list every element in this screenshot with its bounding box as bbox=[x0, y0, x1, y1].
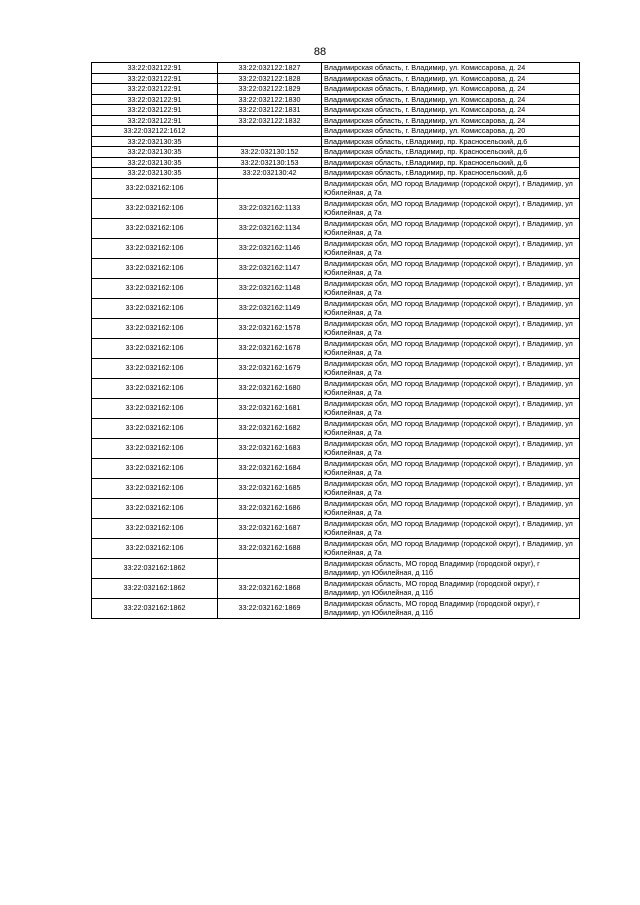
parent-cadastral-number-cell: 33:22:032162:106 bbox=[92, 438, 218, 458]
table-row bbox=[92, 498, 580, 518]
address-cell: Владимирская обл, МО город Владимир (городской округ), г Владимир, ул Юбилейная, д 7а bbox=[322, 458, 580, 478]
table-row bbox=[92, 278, 580, 298]
address-cell: Владимирская обл, МО город Владимир (городской округ), г Владимир, ул Юбилейная, д 7а bbox=[322, 398, 580, 418]
address-cell: Владимирская область, г. Владимир, ул. Комиссарова, д. 24 bbox=[322, 115, 580, 126]
table-row bbox=[92, 94, 580, 105]
address-cell: Владимирская обл, МО город Владимир (городской округ), г Владимир, ул Юбилейная, д 7а bbox=[322, 238, 580, 258]
parent-cadastral-number-cell: 33:22:032162:106 bbox=[92, 478, 218, 498]
child-cadastral-number-cell: 33:22:032162:1149 bbox=[218, 298, 322, 318]
child-cadastral-number-cell: 33:22:032122:1830 bbox=[218, 94, 322, 105]
address-cell: Владимирская область, МО город Владимир (городской округ), г Владимир, ул Юбилейная, д 11б bbox=[322, 558, 580, 578]
table-row bbox=[92, 398, 580, 418]
table-body bbox=[92, 63, 580, 619]
child-cadastral-number-cell: 33:22:032130:153 bbox=[218, 157, 322, 168]
table-row bbox=[92, 558, 580, 578]
address-cell: Владимирская область, г. Владимир, ул. Комиссарова, д. 24 bbox=[322, 73, 580, 84]
address-cell: Владимирская обл, МО город Владимир (городской округ), г Владимир, ул Юбилейная, д 7а bbox=[322, 198, 580, 218]
table-row bbox=[92, 378, 580, 398]
parent-cadastral-number-cell: 33:22:032122:91 bbox=[92, 84, 218, 95]
parent-cadastral-number-cell: 33:22:032162:106 bbox=[92, 218, 218, 238]
table-row bbox=[92, 298, 580, 318]
page-number: 88 bbox=[313, 46, 327, 58]
child-cadastral-number-cell: 33:22:032162:1688 bbox=[218, 538, 322, 558]
table-row bbox=[92, 418, 580, 438]
address-cell: Владимирская область, МО город Владимир (городской округ), г Владимир, ул Юбилейная, д 11б bbox=[322, 578, 580, 598]
parent-cadastral-number-cell: 33:22:032122:91 bbox=[92, 94, 218, 105]
address-cell: Владимирская обл, МО город Владимир (городской округ), г Владимир, ул Юбилейная, д 7а bbox=[322, 418, 580, 438]
address-cell: Владимирская обл, МО город Владимир (городской округ), г Владимир, ул Юбилейная, д 7а bbox=[322, 358, 580, 378]
table-row bbox=[92, 598, 580, 618]
table-row bbox=[92, 478, 580, 498]
parent-cadastral-number-cell: 33:22:032162:1862 bbox=[92, 558, 218, 578]
parent-cadastral-number-cell: 33:22:032162:106 bbox=[92, 418, 218, 438]
address-cell: Владимирская обл, МО город Владимир (городской округ), г Владимир, ул Юбилейная, д 7а bbox=[322, 498, 580, 518]
table-row bbox=[92, 358, 580, 378]
table-row bbox=[92, 198, 580, 218]
address-cell: Владимирская обл, МО город Владимир (городской округ), г Владимир, ул Юбилейная, д 7а bbox=[322, 258, 580, 278]
address-cell: Владимирская область, г. Владимир, ул. Комиссарова, д. 20 bbox=[322, 126, 580, 137]
child-cadastral-number-cell: 33:22:032162:1685 bbox=[218, 478, 322, 498]
child-cadastral-number-cell: 33:22:032162:1146 bbox=[218, 238, 322, 258]
address-cell: Владимирская обл, МО город Владимир (городской округ), г Владимир, ул Юбилейная, д 7а bbox=[322, 438, 580, 458]
parent-cadastral-number-cell: 33:22:032162:106 bbox=[92, 338, 218, 358]
parent-cadastral-number-cell: 33:22:032162:106 bbox=[92, 298, 218, 318]
parent-cadastral-number-cell: 33:22:032162:106 bbox=[92, 398, 218, 418]
table-row bbox=[92, 105, 580, 116]
address-cell: Владимирская обл, МО город Владимир (городской округ), г Владимир, ул Юбилейная, д 7а bbox=[322, 378, 580, 398]
table-row bbox=[92, 538, 580, 558]
table-row bbox=[92, 168, 580, 179]
child-cadastral-number-cell: 33:22:032162:1133 bbox=[218, 198, 322, 218]
child-cadastral-number-cell: 33:22:032130:152 bbox=[218, 147, 322, 158]
address-cell: Владимирская обл, МО город Владимир (городской округ), г Владимир, ул Юбилейная, д 7а bbox=[322, 338, 580, 358]
parent-cadastral-number-cell: 33:22:032162:1862 bbox=[92, 578, 218, 598]
address-cell: Владимирская область, г.Владимир, пр. Красносельский, д.6 bbox=[322, 136, 580, 147]
parent-cadastral-number-cell: 33:22:032162:106 bbox=[92, 178, 218, 198]
parent-cadastral-number-cell: 33:22:032162:106 bbox=[92, 538, 218, 558]
table-row bbox=[92, 318, 580, 338]
parent-cadastral-number-cell: 33:22:032162:1862 bbox=[92, 598, 218, 618]
child-cadastral-number-cell: 33:22:032162:1683 bbox=[218, 438, 322, 458]
child-cadastral-number-cell: 33:22:032130:42 bbox=[218, 168, 322, 179]
parent-cadastral-number-cell: 33:22:032130:35 bbox=[92, 136, 218, 147]
parent-cadastral-number-cell: 33:22:032130:35 bbox=[92, 168, 218, 179]
address-cell: Владимирская область, г. Владимир, ул. Комиссарова, д. 24 bbox=[322, 94, 580, 105]
parent-cadastral-number-cell: 33:22:032130:35 bbox=[92, 157, 218, 168]
child-cadastral-number-cell: 33:22:032162:1134 bbox=[218, 218, 322, 238]
address-cell: Владимирская область, г. Владимир, ул. Комиссарова, д. 24 bbox=[322, 63, 580, 74]
table-row bbox=[92, 178, 580, 198]
table-row bbox=[92, 578, 580, 598]
parent-cadastral-number-cell: 33:22:032162:106 bbox=[92, 358, 218, 378]
table-row bbox=[92, 126, 580, 137]
table-row bbox=[92, 84, 580, 95]
parent-cadastral-number-cell: 33:22:032122:91 bbox=[92, 105, 218, 116]
child-cadastral-number-cell: 33:22:032162:1684 bbox=[218, 458, 322, 478]
child-cadastral-number-cell: 33:22:032122:1828 bbox=[218, 73, 322, 84]
cadastral-table bbox=[91, 62, 580, 619]
child-cadastral-number-cell: 33:22:032122:1827 bbox=[218, 63, 322, 74]
address-cell: Владимирская обл, МО город Владимир (городской округ), г Владимир, ул Юбилейная, д 7а bbox=[322, 178, 580, 198]
child-cadastral-number-cell: 33:22:032162:1868 bbox=[218, 578, 322, 598]
child-cadastral-number-cell: 33:22:032162:1686 bbox=[218, 498, 322, 518]
child-cadastral-number-cell: 33:22:032162:1869 bbox=[218, 598, 322, 618]
address-cell: Владимирская обл, МО город Владимир (городской округ), г Владимир, ул Юбилейная, д 7а bbox=[322, 538, 580, 558]
child-cadastral-number-cell: 33:22:032162:1681 bbox=[218, 398, 322, 418]
parent-cadastral-number-cell: 33:22:032122:91 bbox=[92, 73, 218, 84]
child-cadastral-number-cell: 33:22:032162:1148 bbox=[218, 278, 322, 298]
parent-cadastral-number-cell: 33:22:032130:35 bbox=[92, 147, 218, 158]
table-row bbox=[92, 338, 580, 358]
parent-cadastral-number-cell: 33:22:032162:106 bbox=[92, 498, 218, 518]
address-cell: Владимирская обл, МО город Владимир (городской округ), г Владимир, ул Юбилейная, д 7а bbox=[322, 318, 580, 338]
table-row bbox=[92, 115, 580, 126]
address-cell: Владимирская обл, МО город Владимир (городской округ), г Владимир, ул Юбилейная, д 7а bbox=[322, 478, 580, 498]
address-cell: Владимирская обл, МО город Владимир (городской округ), г Владимир, ул Юбилейная, д 7а bbox=[322, 278, 580, 298]
address-cell: Владимирская область, г.Владимир, пр. Красносельский, д.6 bbox=[322, 168, 580, 179]
parent-cadastral-number-cell: 33:22:032122:1612 bbox=[92, 126, 218, 137]
table-row bbox=[92, 438, 580, 458]
parent-cadastral-number-cell: 33:22:032162:106 bbox=[92, 318, 218, 338]
table-row bbox=[92, 258, 580, 278]
table-row bbox=[92, 147, 580, 158]
address-cell: Владимирская область, МО город Владимир (городской округ), г Владимир, ул Юбилейная, д 11б bbox=[322, 598, 580, 618]
table-row bbox=[92, 238, 580, 258]
address-cell: Владимирская область, г. Владимир, ул. Комиссарова, д. 24 bbox=[322, 84, 580, 95]
child-cadastral-number-cell: 33:22:032162:1147 bbox=[218, 258, 322, 278]
parent-cadastral-number-cell: 33:22:032122:91 bbox=[92, 115, 218, 126]
table-row bbox=[92, 218, 580, 238]
child-cadastral-number-cell: 33:22:032122:1829 bbox=[218, 84, 322, 95]
table-row bbox=[92, 157, 580, 168]
child-cadastral-number-cell: 33:22:032162:1678 bbox=[218, 338, 322, 358]
parent-cadastral-number-cell: 33:22:032162:106 bbox=[92, 518, 218, 538]
child-cadastral-number-cell bbox=[218, 558, 322, 578]
address-cell: Владимирская область, г.Владимир, пр. Красносельский, д.6 bbox=[322, 147, 580, 158]
table-row bbox=[92, 73, 580, 84]
child-cadastral-number-cell: 33:22:032162:1578 bbox=[218, 318, 322, 338]
table-row bbox=[92, 136, 580, 147]
parent-cadastral-number-cell: 33:22:032122:91 bbox=[92, 63, 218, 74]
child-cadastral-number-cell: 33:22:032122:1831 bbox=[218, 105, 322, 116]
child-cadastral-number-cell: 33:22:032162:1682 bbox=[218, 418, 322, 438]
parent-cadastral-number-cell: 33:22:032162:106 bbox=[92, 378, 218, 398]
parent-cadastral-number-cell: 33:22:032162:106 bbox=[92, 258, 218, 278]
child-cadastral-number-cell: 33:22:032122:1832 bbox=[218, 115, 322, 126]
parent-cadastral-number-cell: 33:22:032162:106 bbox=[92, 238, 218, 258]
table-row bbox=[92, 458, 580, 478]
table-row bbox=[92, 63, 580, 74]
table-row bbox=[92, 518, 580, 538]
address-cell: Владимирская область, г.Владимир, пр. Красносельский, д.6 bbox=[322, 157, 580, 168]
parent-cadastral-number-cell: 33:22:032162:106 bbox=[92, 198, 218, 218]
parent-cadastral-number-cell: 33:22:032162:106 bbox=[92, 458, 218, 478]
child-cadastral-number-cell bbox=[218, 178, 322, 198]
parent-cadastral-number-cell: 33:22:032162:106 bbox=[92, 278, 218, 298]
child-cadastral-number-cell: 33:22:032162:1680 bbox=[218, 378, 322, 398]
child-cadastral-number-cell: 33:22:032162:1687 bbox=[218, 518, 322, 538]
address-cell: Владимирская обл, МО город Владимир (городской округ), г Владимир, ул Юбилейная, д 7а bbox=[322, 298, 580, 318]
child-cadastral-number-cell bbox=[218, 136, 322, 147]
address-cell: Владимирская область, г. Владимир, ул. Комиссарова, д. 24 bbox=[322, 105, 580, 116]
child-cadastral-number-cell: 33:22:032162:1679 bbox=[218, 358, 322, 378]
address-cell: Владимирская обл, МО город Владимир (городской округ), г Владимир, ул Юбилейная, д 7а bbox=[322, 518, 580, 538]
address-cell: Владимирская обл, МО город Владимир (городской округ), г Владимир, ул Юбилейная, д 7а bbox=[322, 218, 580, 238]
child-cadastral-number-cell bbox=[218, 126, 322, 137]
